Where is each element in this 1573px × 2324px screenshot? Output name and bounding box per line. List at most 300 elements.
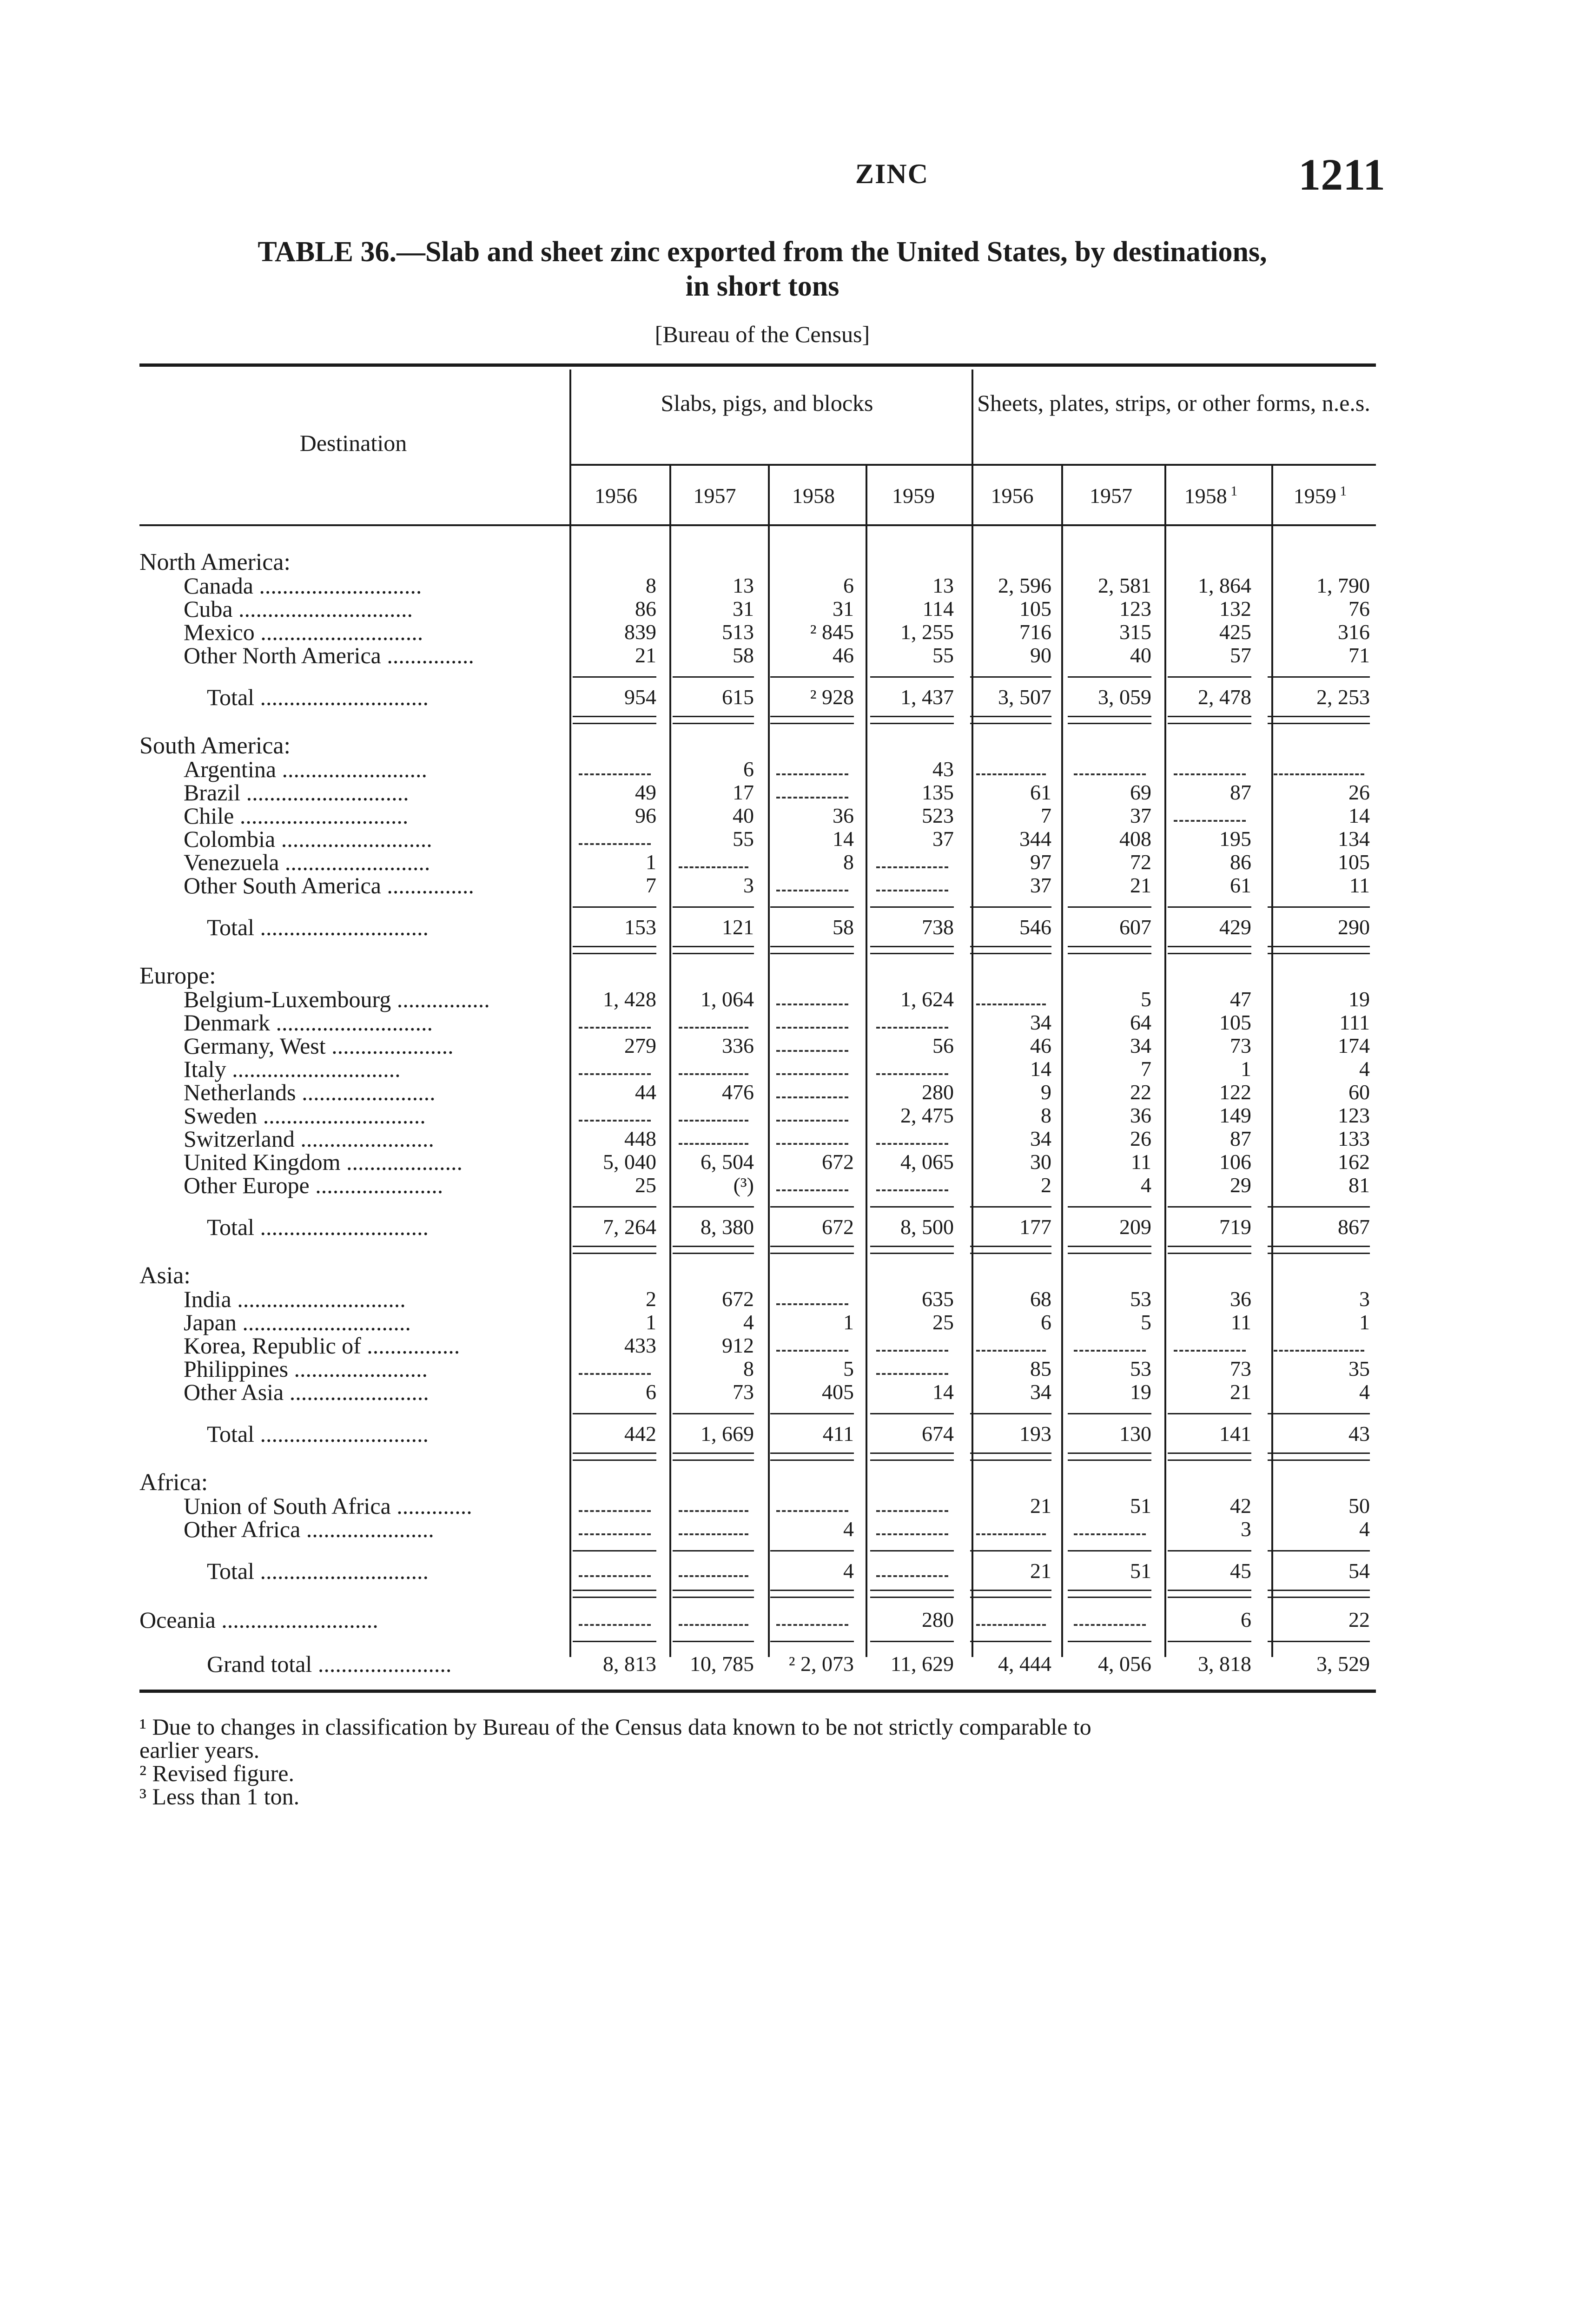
empty-cell-dash — [579, 1533, 651, 1535]
table-row-value: 2, 475 — [900, 1103, 954, 1127]
table-row-label: Brazil ............................ — [184, 779, 409, 805]
subtotal-rule — [573, 676, 656, 678]
table-row-value: 64 — [1130, 1010, 1151, 1034]
total-row-value: 8, 380 — [701, 1215, 754, 1239]
empty-cell-dash — [776, 1073, 848, 1075]
total-row-value: 177 — [1019, 1215, 1051, 1239]
table-row-value: 21 — [1230, 1380, 1251, 1404]
empty-cell-dash — [776, 1350, 848, 1352]
total-double-rule — [1168, 1246, 1251, 1254]
total-double-rule — [573, 946, 656, 954]
total-double-rule — [1268, 1452, 1370, 1461]
table-row-value: 25 — [635, 1173, 656, 1197]
table-row-value: 105 — [1219, 1010, 1251, 1034]
subtotal-rule — [870, 1550, 954, 1552]
total-double-rule — [1068, 1590, 1151, 1598]
table-row-value: 149 — [1219, 1103, 1251, 1127]
table-row-value: 31 — [733, 597, 754, 621]
subtotal-rule — [1068, 676, 1151, 678]
table-row-label: Netherlands ....................... — [184, 1079, 436, 1105]
empty-cell-dash — [679, 1624, 748, 1626]
table-row-value: 13 — [932, 574, 954, 597]
table-title-line-1: TABLE 36.—Slab and sheet zinc exported from the United States, by destinations, — [258, 236, 1267, 268]
total-double-rule — [870, 946, 954, 954]
table-row-value: 716 — [1019, 620, 1051, 644]
table-row-value: 8 — [843, 850, 854, 874]
table-row-value: 315 — [1119, 620, 1151, 644]
table-row-value: 40 — [1130, 643, 1151, 667]
total-row-value: 153 — [624, 915, 656, 939]
total-row-value: 672 — [822, 1215, 854, 1239]
empty-cell-dash — [1274, 1350, 1364, 1352]
empty-cell-dash — [776, 1143, 848, 1145]
empty-cell-dash — [679, 1533, 748, 1535]
subtotal-rule — [870, 1413, 954, 1414]
table-row-value: 36 — [1130, 1103, 1151, 1127]
total-row-value: 130 — [1119, 1422, 1151, 1446]
total-row-value: 21 — [1030, 1559, 1051, 1583]
grand-total-row-value: 3, 818 — [1198, 1652, 1251, 1676]
table-row-value: 5, 040 — [603, 1150, 656, 1174]
empty-cell-dash — [776, 1303, 848, 1305]
total-row-value: 954 — [624, 685, 656, 709]
table-row-label: Philippines ....................... — [184, 1356, 428, 1382]
empty-cell-dash — [876, 890, 948, 891]
total-double-rule — [970, 1452, 1051, 1461]
empty-cell-dash — [579, 1510, 651, 1512]
table-row-value: 21 — [1030, 1494, 1051, 1518]
running-head — [139, 149, 1385, 205]
subtotal-rule — [870, 676, 954, 678]
total-row-value: 54 — [1348, 1559, 1370, 1583]
empty-cell-dash — [1074, 1533, 1146, 1535]
total-double-rule — [870, 1452, 954, 1461]
subtotal-rule — [870, 1206, 954, 1208]
table-row-value: 90 — [1030, 643, 1051, 667]
table-row-value: 61 — [1230, 873, 1251, 897]
table-row-value: 3 — [743, 873, 754, 897]
table-row-value: 6 — [1041, 1310, 1051, 1334]
grand-total-row-value: 10, 785 — [690, 1652, 754, 1676]
footnote-3: ³ Less than 1 ton. — [139, 1783, 300, 1809]
year-note-marker: 1 — [1336, 483, 1347, 499]
total-double-rule — [970, 1590, 1051, 1598]
total-row-value: 45 — [1230, 1559, 1251, 1583]
table-row-value: 1, 255 — [900, 620, 954, 644]
empty-cell-dash — [579, 843, 651, 845]
table-row-value: 71 — [1348, 643, 1370, 667]
header-group-rule-1 — [569, 464, 974, 466]
total-double-rule — [573, 716, 656, 724]
table-row-value: 4, 065 — [900, 1150, 954, 1174]
grand-total-row-value: 4, 444 — [998, 1652, 1051, 1676]
subtotal-rule — [1068, 1413, 1151, 1414]
table-row-label: Italy ............................. — [184, 1056, 401, 1082]
empty-cell-dash — [1074, 1350, 1146, 1352]
grand-total-row-value: ² 2, 073 — [788, 1652, 854, 1676]
empty-cell-dash — [776, 1096, 848, 1098]
total-double-rule — [770, 1590, 854, 1598]
table-row-value: 1 — [646, 1310, 656, 1334]
section-label: South America: — [139, 733, 291, 759]
footnote-1: ¹ Due to changes in classification by Bureau of the Census data known to be not strictly comparable to — [139, 1714, 1091, 1740]
year-header: 1958 — [792, 484, 835, 508]
subtotal-rule — [1268, 906, 1370, 908]
table-row-value: 8 — [646, 574, 656, 597]
table-row-value: 5 — [1141, 987, 1151, 1011]
table-row-value: 56 — [932, 1034, 954, 1057]
table-row-value: 672 — [722, 1287, 754, 1311]
subtotal-rule — [573, 1413, 656, 1414]
table-row-value: 46 — [1030, 1034, 1051, 1057]
total-double-rule — [673, 716, 754, 724]
table-row-value: 408 — [1119, 827, 1151, 851]
header-group-rule-2 — [974, 464, 1376, 466]
table-row-value: 280 — [922, 1080, 954, 1104]
empty-cell-dash — [776, 773, 848, 775]
total-row-value: 141 — [1219, 1422, 1251, 1446]
table-row-value: 8 — [743, 1357, 754, 1380]
total-row-value: 674 — [922, 1422, 954, 1446]
table-row-value: 635 — [922, 1287, 954, 1311]
total-row-value: 442 — [624, 1422, 656, 1446]
total-double-rule — [870, 1246, 954, 1254]
subtotal-rule — [573, 1550, 656, 1552]
total-double-rule — [573, 1590, 656, 1598]
table-row-value: 476 — [722, 1080, 754, 1104]
total-double-rule — [870, 1590, 954, 1598]
total-row-value: 607 — [1119, 915, 1151, 939]
empty-cell-dash — [579, 1027, 651, 1029]
grand-total-rule — [1068, 1641, 1151, 1642]
total-row-value: 43 — [1348, 1422, 1370, 1446]
table-row-value: 1, 428 — [603, 987, 656, 1011]
total-row-value: 615 — [722, 685, 754, 709]
table-row-value: 53 — [1130, 1357, 1151, 1380]
table-row-value: 3 — [1241, 1517, 1251, 1541]
total-row-value: 1, 437 — [900, 685, 954, 709]
empty-cell-dash — [776, 1004, 848, 1005]
grand-total-rule — [970, 1641, 1051, 1642]
grand-total-row-value: 8, 813 — [603, 1652, 656, 1676]
empty-cell-dash — [679, 866, 748, 868]
total-row-label: Total ............................. — [207, 684, 429, 710]
table-row-value: 6 — [743, 757, 754, 781]
table-row-value: 86 — [1230, 850, 1251, 874]
table-row-label: Other South America ............... — [184, 872, 474, 898]
year-header: 1958 $^1$ — [1184, 483, 1238, 508]
total-row-value: 546 — [1019, 915, 1051, 939]
table-row-value: 1, 864 — [1198, 574, 1251, 597]
empty-cell-dash — [579, 1373, 651, 1375]
total-double-rule — [1168, 1590, 1251, 1598]
table-row-value: (³) — [733, 1173, 754, 1197]
table-row-label: United Kingdom .................... — [184, 1149, 463, 1175]
subtotal-rule — [673, 1206, 754, 1208]
oceania-row-label: Oceania ........................... — [139, 1607, 378, 1633]
subtotal-rule — [970, 906, 1051, 908]
grand-total-row-value: 3, 529 — [1316, 1652, 1370, 1676]
total-row-value: 867 — [1338, 1215, 1370, 1239]
table-row-value: 34 — [1030, 1380, 1051, 1404]
table-row-value: 49 — [635, 780, 656, 804]
table-row-value: 26 — [1130, 1127, 1151, 1150]
table-row-value: 9 — [1041, 1080, 1051, 1104]
total-double-rule — [970, 716, 1051, 724]
total-double-rule — [1168, 716, 1251, 724]
table-row-value: 1 — [646, 850, 656, 874]
total-double-rule — [1068, 1452, 1151, 1461]
footnotes — [139, 1715, 1385, 1808]
table-row-value: 7 — [646, 873, 656, 897]
table-title-line-2: in short tons — [685, 271, 839, 302]
table-row-value: 135 — [922, 780, 954, 804]
table-row-value: 55 — [932, 643, 954, 667]
oceania-row-value: 280 — [922, 1608, 954, 1631]
empty-cell-dash — [1274, 773, 1364, 775]
subtotal-rule — [770, 1206, 854, 1208]
table-row-value: 174 — [1338, 1034, 1370, 1057]
subtotal-rule — [970, 676, 1051, 678]
subtotal-rule — [1168, 1413, 1251, 1414]
table-row-value: 19 — [1348, 987, 1370, 1011]
table-row-value: 11 — [1230, 1310, 1251, 1334]
total-double-rule — [673, 1452, 754, 1461]
subtotal-rule — [1068, 1550, 1151, 1552]
table-row-value: 6, 504 — [701, 1150, 754, 1174]
empty-cell-dash — [679, 1510, 748, 1512]
table-row-label: Belgium-Luxembourg ................ — [184, 986, 490, 1012]
total-row-label: Total ............................. — [207, 914, 429, 940]
table-row-value: 123 — [1119, 597, 1151, 621]
table-row-value: 105 — [1019, 597, 1051, 621]
total-row-value: 58 — [833, 915, 854, 939]
total-row-value: 193 — [1019, 1422, 1051, 1446]
table-row-value: 13 — [733, 574, 754, 597]
total-row-value: 7, 264 — [603, 1215, 656, 1239]
total-row-value: 4 — [843, 1559, 854, 1583]
total-row-value: 429 — [1219, 915, 1251, 939]
table-row-value: 37 — [932, 827, 954, 851]
grand-total-rule — [1168, 1641, 1251, 1642]
table-row-value: 425 — [1219, 620, 1251, 644]
table-row-value: ² 845 — [810, 620, 854, 644]
total-row-label: Total ............................. — [207, 1214, 429, 1240]
table-row-value: 36 — [833, 804, 854, 827]
year-note-marker: 1 — [1227, 483, 1238, 499]
empty-cell-dash — [776, 1050, 848, 1052]
table-row-value: 7 — [1141, 1057, 1151, 1081]
subtotal-rule — [673, 906, 754, 908]
table-row-value: 97 — [1030, 850, 1051, 874]
subtotal-rule — [673, 1413, 754, 1414]
total-row-value: 411 — [822, 1422, 854, 1446]
total-double-rule — [573, 1246, 656, 1254]
total-double-rule — [1068, 1246, 1151, 1254]
total-double-rule — [770, 716, 854, 724]
table-row-value: 123 — [1338, 1103, 1370, 1127]
column-divider — [569, 370, 571, 1657]
table-row-value: 344 — [1019, 827, 1051, 851]
header-group-slabs: Slabs, pigs, and blocks — [661, 390, 873, 416]
table-row-value: 11 — [1130, 1150, 1151, 1174]
subtotal-rule — [1168, 1550, 1251, 1552]
table-row-value: 3 — [1359, 1287, 1370, 1311]
empty-cell-dash — [776, 1510, 848, 1512]
table-row-value: 17 — [733, 780, 754, 804]
table-row-value: 61 — [1030, 780, 1051, 804]
empty-cell-dash — [976, 773, 1046, 775]
year-header: 1956 — [595, 484, 637, 508]
table-row-value: 6 — [646, 1380, 656, 1404]
table-row-label: Switzerland ....................... — [184, 1126, 434, 1152]
table-row-value: 5 — [843, 1357, 854, 1380]
table-source: [Bureau of the Census] — [654, 321, 870, 347]
empty-cell-dash — [776, 1624, 848, 1626]
table-row-label: Sweden ............................ — [184, 1103, 426, 1129]
table-top-rule — [139, 363, 1376, 367]
total-row-value: 1, 669 — [701, 1422, 754, 1446]
table-row-value: 448 — [624, 1127, 656, 1150]
total-row-label: Total ............................. — [207, 1421, 429, 1447]
table-row-label: Other North America ............... — [184, 642, 474, 668]
empty-cell-dash — [876, 1575, 948, 1577]
table-row-value: 405 — [822, 1380, 854, 1404]
table-row-label: Union of South Africa ............. — [184, 1493, 472, 1519]
grand-total-rule — [870, 1641, 954, 1642]
subtotal-rule — [770, 1550, 854, 1552]
empty-cell-dash — [1174, 820, 1246, 822]
empty-cell-dash — [776, 1120, 848, 1122]
empty-cell-dash — [776, 890, 848, 891]
subtotal-rule — [970, 1413, 1051, 1414]
total-double-rule — [1268, 1590, 1370, 1598]
total-double-rule — [1168, 1452, 1251, 1461]
total-double-rule — [1268, 946, 1370, 954]
empty-cell-dash — [1074, 1624, 1146, 1626]
table-row-value: 14 — [932, 1380, 954, 1404]
total-double-rule — [673, 1590, 754, 1598]
table-row-label: Colombia .......................... — [184, 826, 432, 852]
table-row-value: 122 — [1219, 1080, 1251, 1104]
subtotal-rule — [770, 676, 854, 678]
table-row-value: 58 — [733, 643, 754, 667]
table-row-value: 21 — [1130, 873, 1151, 897]
table-row-value: 2 — [646, 1287, 656, 1311]
section-label: Asia: — [139, 1262, 191, 1289]
total-row-value: 8, 500 — [900, 1215, 954, 1239]
table-row-value: 96 — [635, 804, 656, 827]
table-row-value: 106 — [1219, 1150, 1251, 1174]
total-double-rule — [1268, 1246, 1370, 1254]
subtotal-rule — [1068, 1206, 1151, 1208]
table-row-value: 73 — [1230, 1357, 1251, 1380]
table-row-label: Korea, Republic of ................ — [184, 1333, 460, 1359]
total-row-value: 3, 059 — [1098, 685, 1151, 709]
empty-cell-dash — [876, 1373, 948, 1375]
table-row-value: 44 — [635, 1080, 656, 1104]
subtotal-rule — [1168, 906, 1251, 908]
total-double-rule — [970, 946, 1051, 954]
table-row-value: 162 — [1338, 1150, 1370, 1174]
table-row-label: Japan ............................. — [184, 1309, 411, 1335]
table-row-value: 81 — [1348, 1173, 1370, 1197]
table-row-value: 114 — [922, 597, 954, 621]
table-row-value: 50 — [1348, 1494, 1370, 1518]
subtotal-rule — [673, 676, 754, 678]
oceania-row-value: 22 — [1348, 1608, 1370, 1631]
table-row-value: 31 — [833, 597, 854, 621]
subtotal-rule — [970, 1550, 1051, 1552]
table-row-value: 336 — [722, 1034, 754, 1057]
table-row-value: 839 — [624, 620, 656, 644]
subtotal-rule — [970, 1206, 1051, 1208]
table-row-value: 85 — [1030, 1357, 1051, 1380]
table-row-value: 1, 624 — [900, 987, 954, 1011]
subtotal-rule — [1068, 906, 1151, 908]
empty-cell-dash — [679, 1575, 748, 1577]
subtotal-rule — [770, 1413, 854, 1414]
total-double-rule — [673, 946, 754, 954]
table-row-value: 2, 581 — [1098, 574, 1151, 597]
table-row-value: 5 — [1141, 1310, 1151, 1334]
empty-cell-dash — [679, 1143, 748, 1145]
table-row-label: Argentina ......................... — [184, 756, 428, 782]
empty-cell-dash — [876, 1189, 948, 1191]
table-row-value: 8 — [1041, 1103, 1051, 1127]
table-row-value: 111 — [1339, 1010, 1370, 1034]
table-row-value: 73 — [1230, 1034, 1251, 1057]
table-row-value: 73 — [733, 1380, 754, 1404]
table-row-value: 4 — [743, 1310, 754, 1334]
table-row-value: 513 — [722, 620, 754, 644]
table-row-label: Other Asia ........................ — [184, 1379, 429, 1405]
table-row-value: 132 — [1219, 597, 1251, 621]
empty-cell-dash — [876, 1143, 948, 1145]
table-row-value: 7 — [1041, 804, 1051, 827]
subtotal-rule — [1168, 676, 1251, 678]
table-row-value: 69 — [1130, 780, 1151, 804]
table-row-label: Denmark ........................... — [184, 1010, 433, 1036]
total-row-value: ² 928 — [810, 685, 854, 709]
subtotal-rule — [1268, 676, 1370, 678]
table-row-value: 40 — [733, 804, 754, 827]
total-double-rule — [870, 716, 954, 724]
page-number: 1211 — [1298, 150, 1385, 199]
table-row-value: 4 — [843, 1517, 854, 1541]
table-row-value: 195 — [1219, 827, 1251, 851]
grand-total-rule — [673, 1641, 754, 1642]
grand-total-rule — [573, 1641, 656, 1642]
subtotal-rule — [1268, 1550, 1370, 1552]
section-label: Africa: — [139, 1469, 208, 1496]
empty-cell-dash — [776, 1189, 848, 1191]
total-double-rule — [573, 1452, 656, 1461]
empty-cell-dash — [579, 1624, 651, 1626]
total-double-rule — [1068, 946, 1151, 954]
empty-cell-dash — [876, 1350, 948, 1352]
table-row-value: 14 — [1030, 1057, 1051, 1081]
table-row-value: 76 — [1348, 597, 1370, 621]
subtotal-rule — [1268, 1413, 1370, 1414]
total-double-rule — [673, 1246, 754, 1254]
empty-cell-dash — [776, 797, 848, 799]
empty-cell-dash — [679, 1073, 748, 1075]
total-double-rule — [1068, 716, 1151, 724]
subtotal-rule — [573, 1206, 656, 1208]
table-row-label: Other Africa ...................... — [184, 1516, 434, 1542]
header-destination: Destination — [299, 430, 407, 456]
